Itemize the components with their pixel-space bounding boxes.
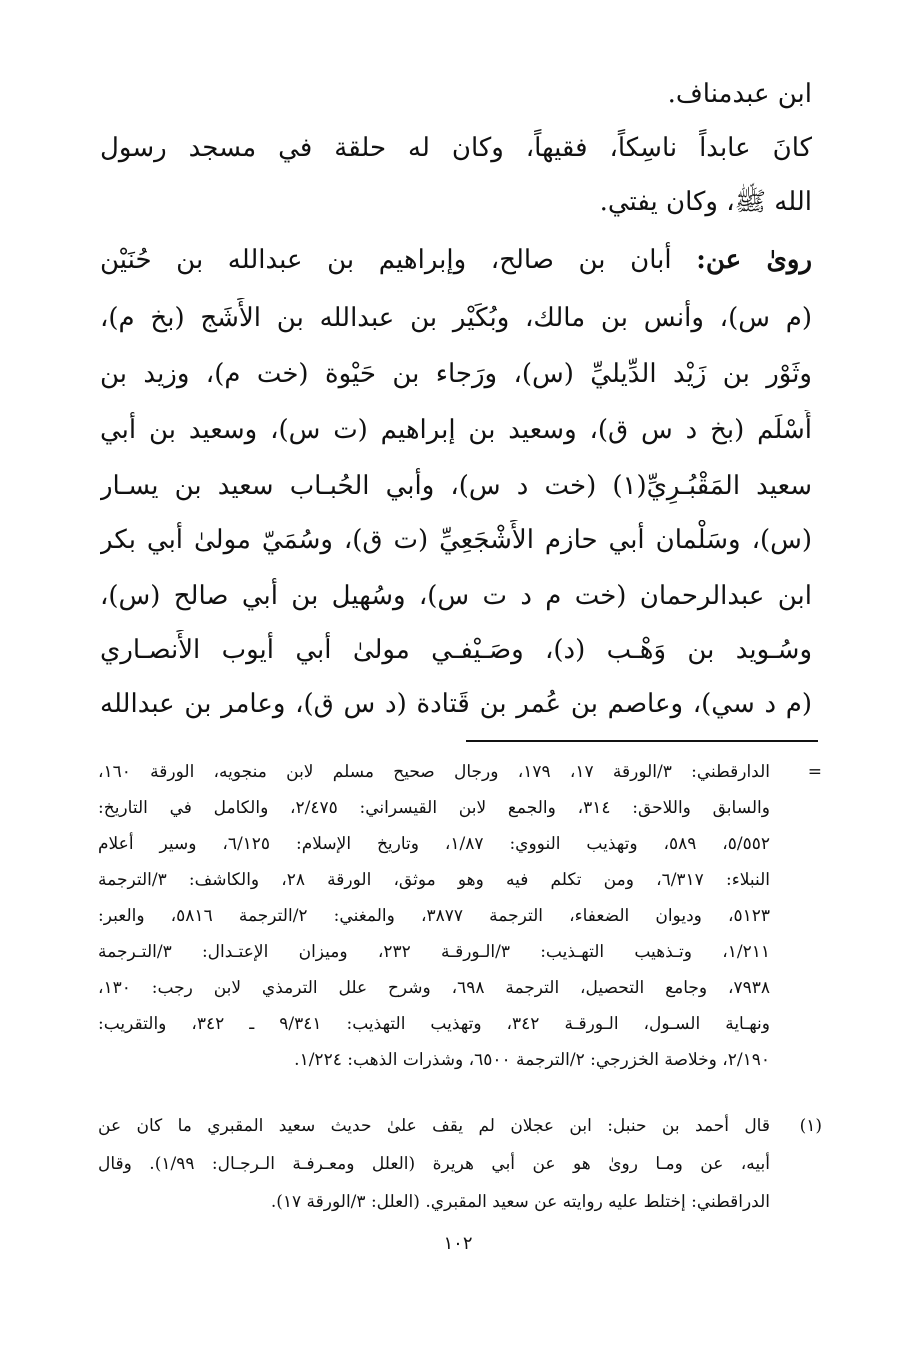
footnote-line: ١/٢١١، وتـذهيب التهـذيب: ٣/الـورقـة ٢٣٢، وميزان الإعتـدال: ٣/التـرجمة	[98, 942, 770, 962]
main-text-line: (م د سي)، وعاصم بن عُمر بن قَتادة (د س ق)، وعامر بن عبدالله	[100, 689, 812, 719]
footnote-line: الدراقطني: إختلط عليه روايته عن سعيد المقبري. (العلل: ٣/الورقة ١٧).	[270, 1192, 770, 1212]
footnote-line: أبيه، عن ومـا روىٰ هو عن أبي هريرة (العلل ومعـرفـة الـرجـال: ١/٩٩). وقال	[98, 1154, 770, 1174]
footnote-separator	[466, 740, 818, 742]
footnote-line: النبلاء: ٦/٣١٧، ومن تكلم فيه وهو موثق، الورقة ٢٨، والكاشف: ٣/الترجمة	[98, 870, 770, 890]
footnote-line: ٥/٥٥٢، ٥٨٩، وتهذيب النووي: ١/٨٧، وتاريخ الإسلام: ٦/١٢٥، وسير أعلام	[98, 834, 770, 854]
footnote-line: ونهـاية السـول، الـورقـة ٣٤٢، وتهذيب التهذيب: ٩/٣٤١ ـ ٣٤٢، والتقريب:	[98, 1014, 770, 1034]
main-text-line: أَسْلَم (بخ د س ق)، وسعيد بن إبراهيم (ت س)، وسعيد بن أبي	[100, 415, 812, 445]
footnote-line: ٥١٢٣، وديوان الضعفاء، الترجمة ٣٨٧٧، والمغني: ٢/الترجمة ٥٨١٦، والعبر:	[98, 906, 770, 926]
footnote-line: والسابق واللاحق: ٣١٤، والجمع لابن القيسراني: ٢/٤٧٥، والكامل في التاريخ:	[98, 798, 770, 818]
main-text-line: وثَوْر بن زَيْد الدِّيليِّ (س)، ورَجاء بن حَيْوة (خت م)، وزيد بن	[100, 359, 812, 389]
footnote-line: ٧٩٣٨، وجامع التحصيل، الترجمة ٦٩٨، وشرح علل الترمذي لابن رجب: ١٣٠،	[98, 978, 770, 998]
main-text-line: (م س)، وأنس بن مالك، وبُكَيْر بن عبدالله بن الأَشَج (بخ م)،	[100, 303, 812, 333]
page-number: ١٠٢	[443, 1233, 473, 1254]
footnote-line: قال أحمد بن حنبل: ابن عجلان لم يقف علىٰ حديث سعيد المقبري ما كان عن	[98, 1116, 770, 1136]
footnote-line: ٢/١٩٠، وخلاصة الخزرجي: ٢/الترجمة ٦٥٠٠، وشذرات الذهب: ١/٢٢٤.	[294, 1050, 770, 1070]
main-text-line: الله ﷺ، وكان يفتي.	[599, 187, 812, 217]
main-text-line: (س)، وسَلْمان أبي حازم الأَشْجَعِيِّ (ت ق)، وسُمَيّ مولىٰ أبي بكر	[100, 525, 812, 555]
main-text-line: ابن عبدالرحمان (خت م د ت س)، وسُهيل بن أبي صالح (س)،	[100, 581, 812, 611]
main-text-line: وسُـويد بن وَهْـب (د)، وصَـيْفـي مولىٰ أبي أيوب الأَنصـاري	[100, 635, 812, 665]
footnote-continuation-marker: =	[807, 762, 822, 782]
footnote-number: (١)	[799, 1116, 822, 1136]
main-text-line: ابن عبدمناف.	[667, 79, 812, 109]
narrated-from-label: روىٰ عن:	[696, 245, 812, 275]
main-text-line: كانَ عابداً ناسِكاً، فقيهاً، وكان له حلقة في مسجد رسول	[100, 133, 812, 163]
main-text-line-with-label	[100, 240, 812, 280]
main-text-line: سعيد المَقْبُـرِيِّ(١) (خت د س)، وأبي الحُبـاب سعيد بن يسـار	[100, 471, 812, 501]
main-text-segment: أبان بن صالح، وإبراهيم بن عبدالله بن حُنَيْن	[100, 245, 672, 275]
footnote-line: الدارقطني: ٣/الورقة ١٧، ١٧٩، ورجال صحيح مسلم لابن منجويه، الورقة ١٦٠،	[98, 762, 770, 782]
